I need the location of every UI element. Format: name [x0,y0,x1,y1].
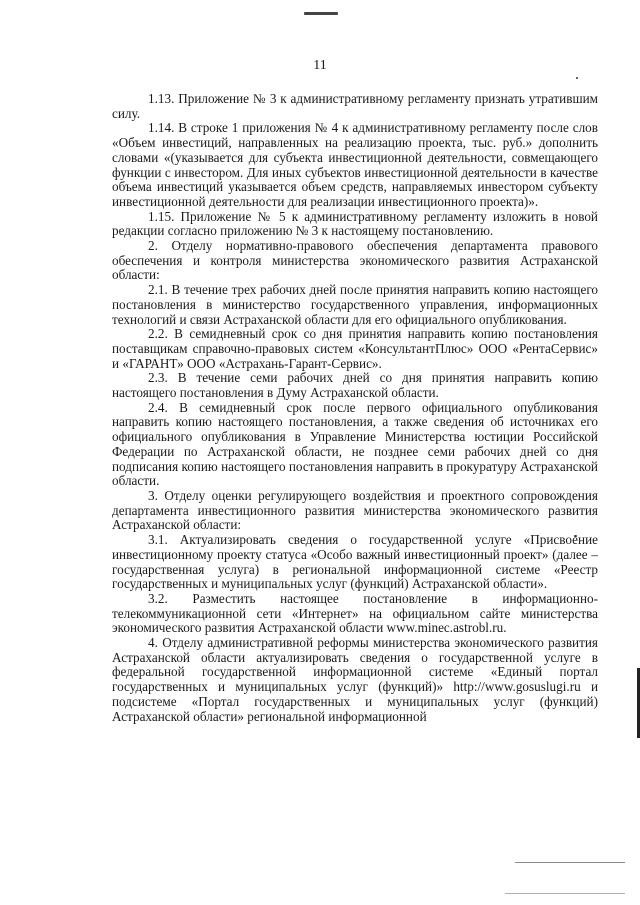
paragraph-2-2: 2.2. В семидневный срок со дня принятия направить копию постановления поставщикам справочно-правовых систем «КонсультантПлюс» ООО «РентаСервис» и «ГАРАНТ» ООО «Астрахань-Гарант-Сервис». [112,326,598,371]
paragraph-1-15: 1.15. Приложение № 5 к административному регламенту изложить в новой редакции согласно приложению № 3 к настоящему постановлению. [112,208,598,239]
paragraph-3-2: 3.2. Разместить настоящее постановление в информационно-телекоммуникационной сети «Интернет» на официальном сайте министерства экономического развития Астраханской области www.minec.astrobl.ru. [112,590,598,636]
paragraph-4: 4. Отделу административной реформы министерства экономического развития Астраханской области актуализировать сведения о государственной услуге в федеральной государственной информационной системе «Единый портал государственных и муниципальных услуг (функций)» http://www.gosuslugi.ru и подсистеме «Портал государственных и муниципальных услуг (функций) Астраханской области» региональной информационной [112,635,598,724]
paragraph-2-3: 2.3. В течение семи рабочих дней со дня принятия направить копию настоящего постановления в Думу Астраханской области. [112,370,598,401]
paragraph-3: 3. Отделу оценки регулирующего воздействия и проектного сопровождения департамента инвестиционного развития министерства экономического развития Астраханской области: [112,487,598,533]
paragraph-1-13: 1.13. Приложение № 3 к административному регламенту признать утратившим силу. [112,91,598,121]
paragraph-2-4: 2.4. В семидневный срок после первого официального опубликования направить копию настоящего постановления, а также сведения об источниках его официального опубликования в Управление Министерства юстиции Российской Федерации по Астраханской области, не позднее семи рабочих дней со дня подписания копию настоящего постановления направить в прокуратуру Астраханской области. [112,399,598,489]
paragraph-1-14: 1.14. В строке 1 приложения № 4 к административному регламенту после слов «Объем инвестиций, направленных на реализацию проекта, тыс. руб.» дополнить словами «(указывается для субъекта инвестиционной деятельности, совмещающего функции с инвестором. Для иных субъектов инвестиционной деятельности в качестве объема инвестиций указывается объем средств, направляемых инвестором субъекту инвестиционной деятельности для реализации инвестиционного проекта)». [112,120,598,209]
scan-mark [304,12,338,15]
paragraph-2-1: 2.1. В течение трех рабочих дней после принятия направить копию настоящего постановления в министерство государственного управления, информационных технологий и связи Астраханской области для его официального опубликования. [112,282,598,327]
footer-rule [505,893,625,894]
paragraph-3-1: 3.1. Актуализировать сведения о государственной услуге «Присвоение инвестиционному проекту статуса «Особо важный инвестиционный проект» (далее – государственная услуга) в региональной информационной системе «Реестр государственных и муниципальных услуг (функций) Астраханской области». [112,532,598,592]
page-number: 11 [313,58,327,73]
scan-speck [576,77,578,79]
paragraph-2: 2. Отделу нормативно-правового обеспечения департамента правового обеспечения и контроля министерства экономического развития Астраханской области: [112,238,598,283]
footer-rule [515,862,625,863]
body-text [112,92,598,724]
